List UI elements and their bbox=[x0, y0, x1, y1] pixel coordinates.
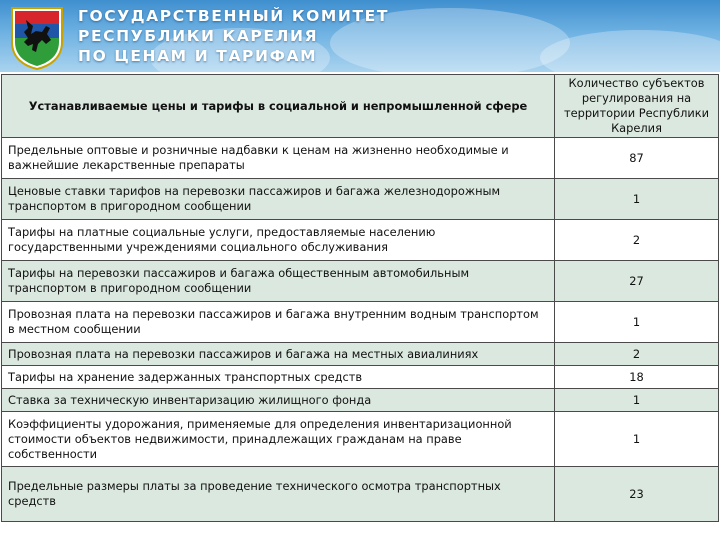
row-description: Тарифы на платные социальные услуги, предоставляемые населению государственными учреждениями социального обслуживания bbox=[2, 220, 555, 261]
title-line-2: РЕСПУБЛИКИ КАРЕЛИЯ bbox=[78, 27, 319, 45]
row-count: 2 bbox=[555, 343, 719, 366]
row-count: 1 bbox=[555, 412, 719, 467]
row-count: 1 bbox=[555, 179, 719, 220]
table-row bbox=[2, 343, 719, 366]
row-description: Тарифы на хранение задержанных транспортных средств bbox=[2, 366, 555, 389]
table-row bbox=[2, 261, 719, 302]
row-description: Ценовые ставки тарифов на перевозки пассажиров и багажа железнодорожным транспортом в пригородном сообщении bbox=[2, 179, 555, 220]
row-count: 1 bbox=[555, 302, 719, 343]
tariffs-table bbox=[1, 74, 719, 522]
row-count: 23 bbox=[555, 467, 719, 522]
header-banner bbox=[0, 0, 720, 72]
table-row bbox=[2, 467, 719, 522]
row-count: 2 bbox=[555, 220, 719, 261]
row-count: 87 bbox=[555, 138, 719, 179]
table-row bbox=[2, 302, 719, 343]
row-description: Провозная плата на перевозки пассажиров и багажа внутренним водным транспортом в местном сообщении bbox=[2, 302, 555, 343]
row-count: 27 bbox=[555, 261, 719, 302]
row-count: 1 bbox=[555, 389, 719, 412]
table-row bbox=[2, 366, 719, 389]
table-row bbox=[2, 138, 719, 179]
title-line-1: ГОСУДАРСТВЕННЫЙ КОМИТЕТ bbox=[78, 7, 390, 25]
table-row bbox=[2, 389, 719, 412]
karelia-coat-of-arms-icon bbox=[6, 4, 68, 70]
row-description: Коэффициенты удорожания, применяемые для определения инвентаризационной стоимости объектов недвижимости, принадлежащих гражданам на праве собственности bbox=[2, 412, 555, 467]
table-row bbox=[2, 179, 719, 220]
row-description: Предельные оптовые и розничные надбавки к ценам на жизненно необходимые и важнейшие лекарственные препараты bbox=[2, 138, 555, 179]
table-header-row bbox=[2, 75, 719, 138]
row-description: Предельные размеры платы за проведение технического осмотра транспортных средств bbox=[2, 467, 555, 522]
committee-title bbox=[78, 6, 389, 66]
table-row bbox=[2, 412, 719, 467]
column-header-count: Количество субъектов регулирования на территории Республики Карелия bbox=[555, 75, 719, 138]
title-line-3: ПО ЦЕНАМ И ТАРИФАМ bbox=[78, 47, 318, 65]
column-header-description: Устанавливаемые цены и тарифы в социальной и непромышленной сфере bbox=[2, 75, 555, 138]
table-row bbox=[2, 220, 719, 261]
row-description: Провозная плата на перевозки пассажиров и багажа на местных авиалиниях bbox=[2, 343, 555, 366]
row-description: Тарифы на перевозки пассажиров и багажа общественным автомобильным транспортом в пригородном сообщении bbox=[2, 261, 555, 302]
row-count: 18 bbox=[555, 366, 719, 389]
row-description: Ставка за техническую инвентаризацию жилищного фонда bbox=[2, 389, 555, 412]
